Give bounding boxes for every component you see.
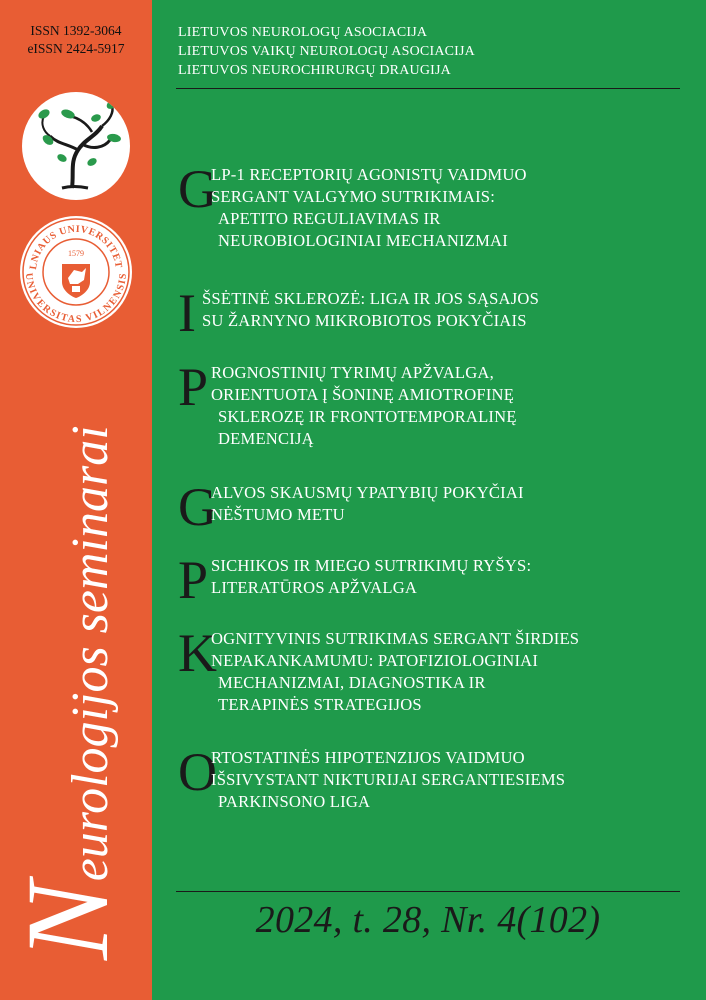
issn-block bbox=[12, 22, 140, 58]
article-line: LITERATŪROS APŽVALGA bbox=[211, 578, 418, 597]
article-4 bbox=[178, 477, 678, 537]
article-line: LP-1 RECEPTORIŲ AGONISTŲ VAIDMUO bbox=[211, 165, 527, 184]
article-line: ROGNOSTINIŲ TYRIMŲ APŽVALGA, bbox=[211, 363, 494, 382]
article-line: SERGANT VALGYMO SUTRIKIMAIS: bbox=[211, 187, 496, 206]
issn-online: eISSN 2424-5917 bbox=[27, 41, 125, 56]
article-initial: I bbox=[178, 283, 196, 343]
article-6 bbox=[178, 623, 678, 724]
article-line: RTOSTATINĖS HIPOTENZIJOS VAIDMUO bbox=[211, 748, 525, 767]
seal-top-text: LNIAUS UNIVERSITET bbox=[27, 223, 124, 271]
article-line: PARKINSONO LIGA bbox=[218, 792, 371, 811]
article-initial: O bbox=[178, 742, 217, 802]
journal-title bbox=[2, 60, 133, 960]
association-line: LIETUVOS VAIKŲ NEUROLOGŲ ASOCIACIJA bbox=[178, 44, 475, 59]
association-line: LIETUVOS NEUROCHIRURGŲ DRAUGIJA bbox=[178, 63, 451, 78]
article-line: ORIENTUOTA Į ŠONINĘ AMIOTROFINĘ bbox=[211, 385, 515, 404]
article-line: SU ŽARNYNO MIKROBIOTOS POKYČIAIS bbox=[202, 311, 527, 330]
issn-print: ISSN 1392-3064 bbox=[30, 23, 122, 38]
article-line: DEMENCIJĄ bbox=[218, 429, 314, 448]
journal-title-initial: N bbox=[2, 881, 133, 960]
top-rule bbox=[176, 88, 680, 89]
article-line: NĖŠTUMO METU bbox=[211, 505, 345, 524]
issue-line: 2024, t. 28, Nr. 4(102) bbox=[255, 899, 601, 941]
article-line: MECHANIZMAI, DIAGNOSTIKA IR bbox=[218, 673, 486, 692]
article-line: IŠSIVYSTANT NIKTURIJAI SERGANTIESIEMS bbox=[211, 770, 566, 789]
article-line: OGNITYVINIS SUTRIKIMAS SERGANT ŠIRDIES bbox=[211, 629, 580, 648]
article-line: SKLEROZĘ IR FRONTOTEMPORALINĘ bbox=[218, 407, 517, 426]
association-line: LIETUVOS NEUROLOGŲ ASOCIACIJA bbox=[178, 25, 428, 40]
seal-bottom-text: UNIVERSITAS VILNENSIS bbox=[22, 272, 130, 326]
article-1 bbox=[178, 159, 678, 260]
article-2 bbox=[178, 283, 678, 343]
article-5 bbox=[178, 550, 678, 610]
associations bbox=[178, 23, 475, 80]
article-3 bbox=[178, 357, 678, 458]
article-line: TERAPINĖS STRATEGIJOS bbox=[218, 695, 422, 714]
bottom-rule bbox=[176, 891, 680, 892]
article-initial: P bbox=[178, 357, 209, 417]
article-line: SICHIKOS IR MIEGO SUTRIKIMŲ RYŠYS: bbox=[211, 556, 532, 575]
article-line: ALVOS SKAUSMŲ YPATYBIŲ POKYČIAI bbox=[211, 483, 524, 502]
article-line: ŠSĖTINĖ SKLEROZĖ: LIGA IR JOS SĄSAJOS bbox=[202, 289, 540, 308]
article-7 bbox=[178, 742, 678, 819]
article-line: NEPAKANKAMUMU: PATOFIZIOLOGINIAI bbox=[211, 651, 539, 670]
article-line: NEUROBIOLOGINIAI MECHANIZMAI bbox=[218, 231, 508, 250]
journal-title-rest: eurologijos seminarai bbox=[62, 425, 119, 882]
article-line: APETITO REGULIAVIMAS IR bbox=[218, 209, 441, 228]
article-initial: P bbox=[178, 550, 209, 610]
article-initial: G bbox=[178, 159, 217, 219]
article-initial: K bbox=[178, 623, 217, 683]
article-initial: G bbox=[178, 477, 217, 537]
seal-year: 1579 bbox=[68, 249, 84, 258]
